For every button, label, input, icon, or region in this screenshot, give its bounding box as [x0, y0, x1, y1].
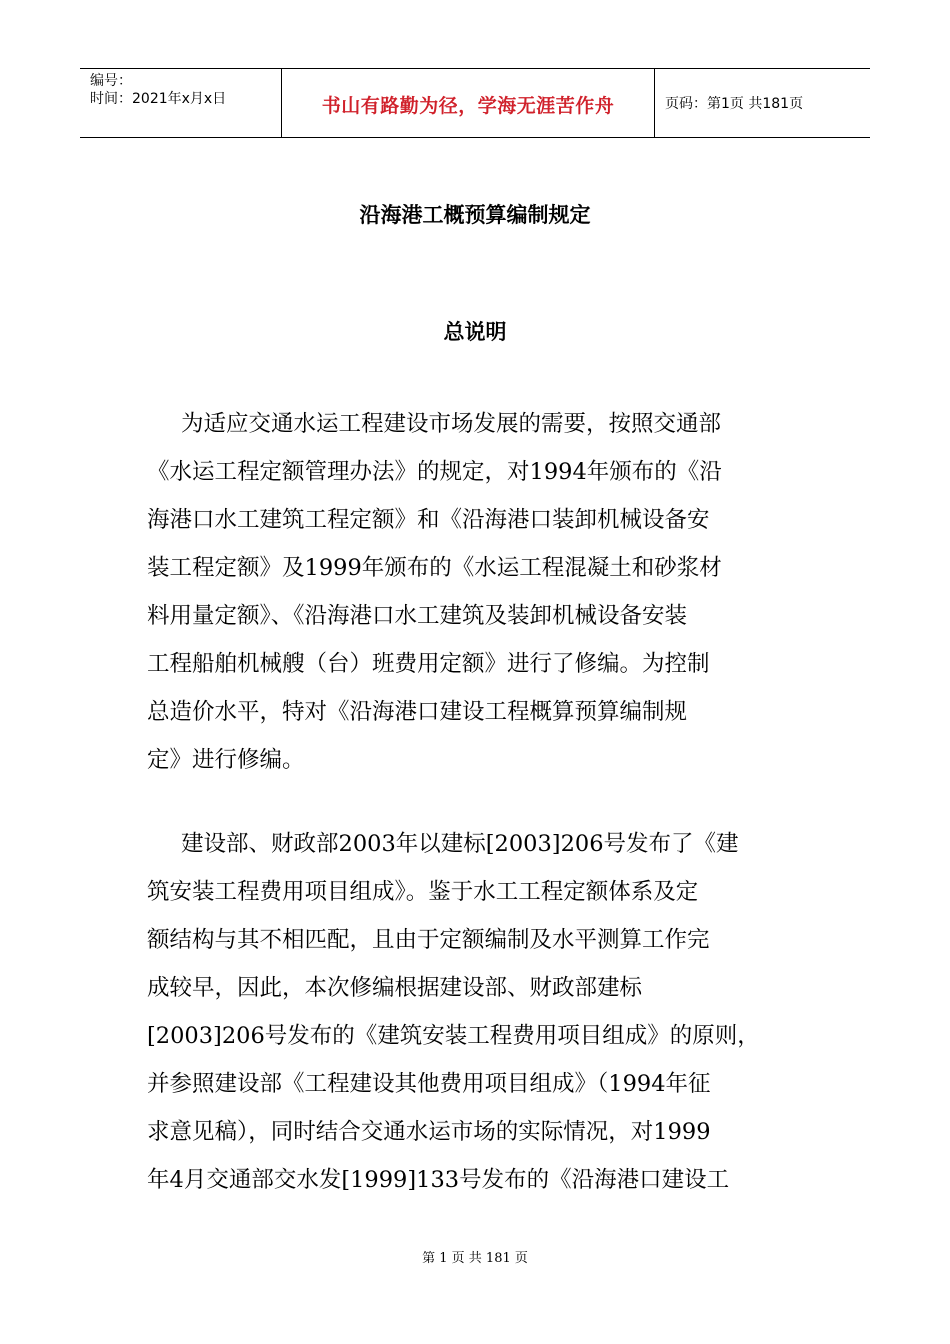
paragraph-line: 年4月交通部交水发[1999]133号发布的《沿海港口建设工 [147, 1167, 730, 1193]
paragraph-line: 筑安装工程费用项目组成》。鉴于水工工程定额体系及定 [147, 879, 699, 905]
section-title: 总说明 [443, 320, 507, 344]
paragraph-line: 求意见稿），同时结合交通水运市场的实际情况，对1999 [147, 1119, 711, 1145]
paragraph-line: 并参照建设部《工程建设其他费用项目组成》（1994年征 [147, 1071, 711, 1097]
header-motto-cell [282, 69, 655, 137]
paragraph-line: 额结构与其不相匹配，且由于定额编制及水平测算工作完 [147, 927, 710, 953]
paragraph-line: 成较早，因此，本次修编根据建设部、财政部建标 [147, 975, 643, 1001]
paragraph-line: 工程船舶机械艘（台）班费用定额》进行了修编。为控制 [147, 651, 710, 677]
paragraph-1 [147, 400, 807, 784]
header-page-indicator: 页码：第1页 共181页 [665, 96, 804, 112]
document-number-label: 编号： [90, 73, 132, 89]
paragraph-2 [147, 820, 807, 1204]
header-motto: 书山有路勤为径，学海无涯苦作舟 [321, 95, 615, 117]
header-page-cell [655, 69, 870, 137]
paragraph-line: [2003]206号发布的《建筑安装工程费用项目组成》的原则， [147, 1023, 760, 1049]
paragraph-line: 料用量定额》、《沿海港口水工建筑及装卸机械设备安装 [147, 603, 688, 629]
paragraph-line: 总造价水平，特对《沿海港口建设工程概算预算编制规 [147, 699, 688, 725]
paragraph-line: 建设部、财政部2003年以建标[2003]206号发布了《建 [181, 831, 739, 857]
paragraph-line: 海港口水工建筑工程定额》和《沿海港口装卸机械设备安 [147, 507, 710, 533]
paragraph-line: 《水运工程定额管理办法》的规定，对1994年颁布的《沿 [147, 459, 722, 485]
paragraph-line: 定》进行修编。 [147, 747, 305, 773]
document-time-label: 时间：2021年x月x日 [90, 91, 227, 107]
header-table [80, 68, 870, 138]
page-footer: 第 1 页 共 181 页 [422, 1251, 528, 1266]
document-title: 沿海港工概预算编制规定 [359, 203, 591, 227]
header-meta-cell [80, 69, 282, 137]
paragraph-line: 为适应交通水运工程建设市场发展的需要，按照交通部 [181, 411, 722, 437]
paragraph-line: 装工程定额》及1999年颁布的《水运工程混凝土和砂浆材 [147, 555, 722, 581]
